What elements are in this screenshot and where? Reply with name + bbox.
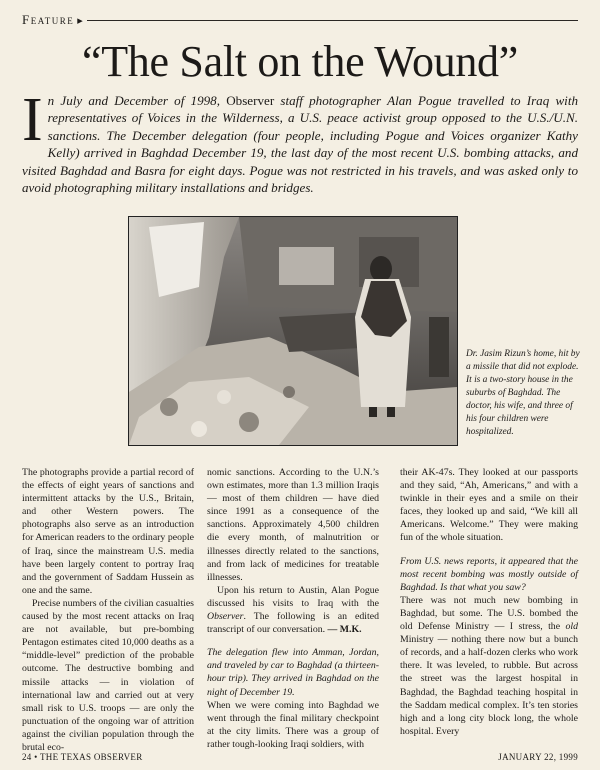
editor-signature: — M.K. <box>327 624 362 636</box>
col2-text-a: Upon his return to Austin, Alan Pogue discussed his visits to Iraq with the <box>207 584 379 609</box>
answer-1-continued: their AK-47s. They looked at our passports and they said, “Ah, Americans,” and with a twinkle in their eyes and a smile on their faces, they looked up and said, “We kill all Americans. Welcome.” They were making fun of the whole situation. <box>400 467 578 544</box>
question-2: From U.S. news reports, it appeared that the most recent bombing was mostly outside of Baghdad. Is that what you saw? <box>400 555 578 593</box>
photo-illustration <box>129 217 457 445</box>
drop-cap: I <box>22 86 43 154</box>
intro-paragraph <box>22 86 579 196</box>
section-label: Feature <box>22 12 75 27</box>
col2-text-c: . The following is an edited transcript of our conversation. <box>207 611 379 636</box>
article-column-2 <box>207 466 379 751</box>
intro-text-b: Observer <box>226 93 275 108</box>
section-header <box>22 10 578 30</box>
answer-2-text-b: old <box>565 621 578 633</box>
footer-date: JANUARY 22, 1999 <box>498 752 578 762</box>
article-column-1 <box>22 466 194 754</box>
triangle-right-icon: ▸ <box>77 14 83 27</box>
answer-2-text-a: There was not much new bombing in Baghdad, but some. The U.S. bombed the old Defense Ministry — I stress, the <box>400 594 578 633</box>
answer-2-text-c: Ministry — nothing there now but a bunch of records, and a half-dozen clerks who work there. It was leveled, to rubble. But across the street was the largest hospital in Baghdad, the Baghdad teaching hospital in the Saddam medical complex. It’s ten stories high and a long city block long, the whole hospital. Every <box>400 634 578 737</box>
headline: “The Salt on the Wound” <box>82 37 518 86</box>
col2-text-b: Observer <box>207 611 244 623</box>
photo-caption: Dr. Jasim Rizun’s home, hit by a missile that did not explode. It is a two-story house in the suburbs of Baghdad. The doctor, his wife, and three of his four children were hospitalized. <box>466 349 580 437</box>
col1-paragraph-1: The photographs provide a partial record of the effects of eight years of sanctions and intermittent attacks by the U.S., Britain, and other Western powers. The photographs also serve as an introduction for American readers to the ordinary people of Iraq, since the mainstream U.S. media have been largely content to portray Iraq and the government of Saddam Hussein as one and the same. <box>22 467 194 596</box>
header-rule <box>87 20 578 21</box>
col2-paragraph-2 <box>207 584 379 636</box>
answer-1: When we were coming into Baghdad we went through the final military checkpoint at the city limits. There was a group of rather tough-looking Iraqi soldiers, with <box>207 699 379 750</box>
intro-text-c: staff photographer Alan Pogue travelled to Iraq with representatives of Voices in the Wilderness, a U.S. peace activist group opposed to the U.S./U.N. sanctions. The December delegation (four people, including Pogue and Voices organizer Kathy Kelly) arrived in Baghdad December 19, the last day of the most recent U.S. bombing attacks, and visited Baghdad and Basra for eight days. Pogue was not restricted in his travels, and was asked only to avoid photographing military installations and bridges. <box>22 93 579 196</box>
question-1: The delegation flew into Amman, Jordan, and traveled by car to Baghdad (a thirteen-hour trip). They arrived in Baghdad on the night of December 19. <box>207 647 379 698</box>
answer-2 <box>400 594 578 738</box>
feature-photo <box>128 216 458 446</box>
article-column-3 <box>400 466 578 738</box>
col2-paragraph-1: nomic sanctions. According to the U.N.’s own estimates, more than 1.3 million Iraqis — most of them children — have died since 1991 as a consequence of the sanctions. Approximately 4,500 children die every month, of malnutrition or illnesses directly related to the sanctions, and from lack of medicines for treatable illnesses. <box>207 467 379 583</box>
intro-text-a: n July and December of 1998, <box>47 93 227 108</box>
col1-paragraph-2: Precise numbers of the civilian casualties caused by the most recent attacks on Iraq are not available, but pre-bombing Pentagon estimates cited 10,000 deaths as a “middle-level” prediction of the probable outcome. The destructive bombing and missile attacks — in violation of international law and carried out at very small risk to U.S. troops — are only the punctuation of the ongoing war of attrition against the civilian population through the brutal eco- <box>22 597 194 753</box>
footer-page-info: 24 • THE TEXAS OBSERVER <box>22 752 143 762</box>
page-footer <box>22 752 578 762</box>
